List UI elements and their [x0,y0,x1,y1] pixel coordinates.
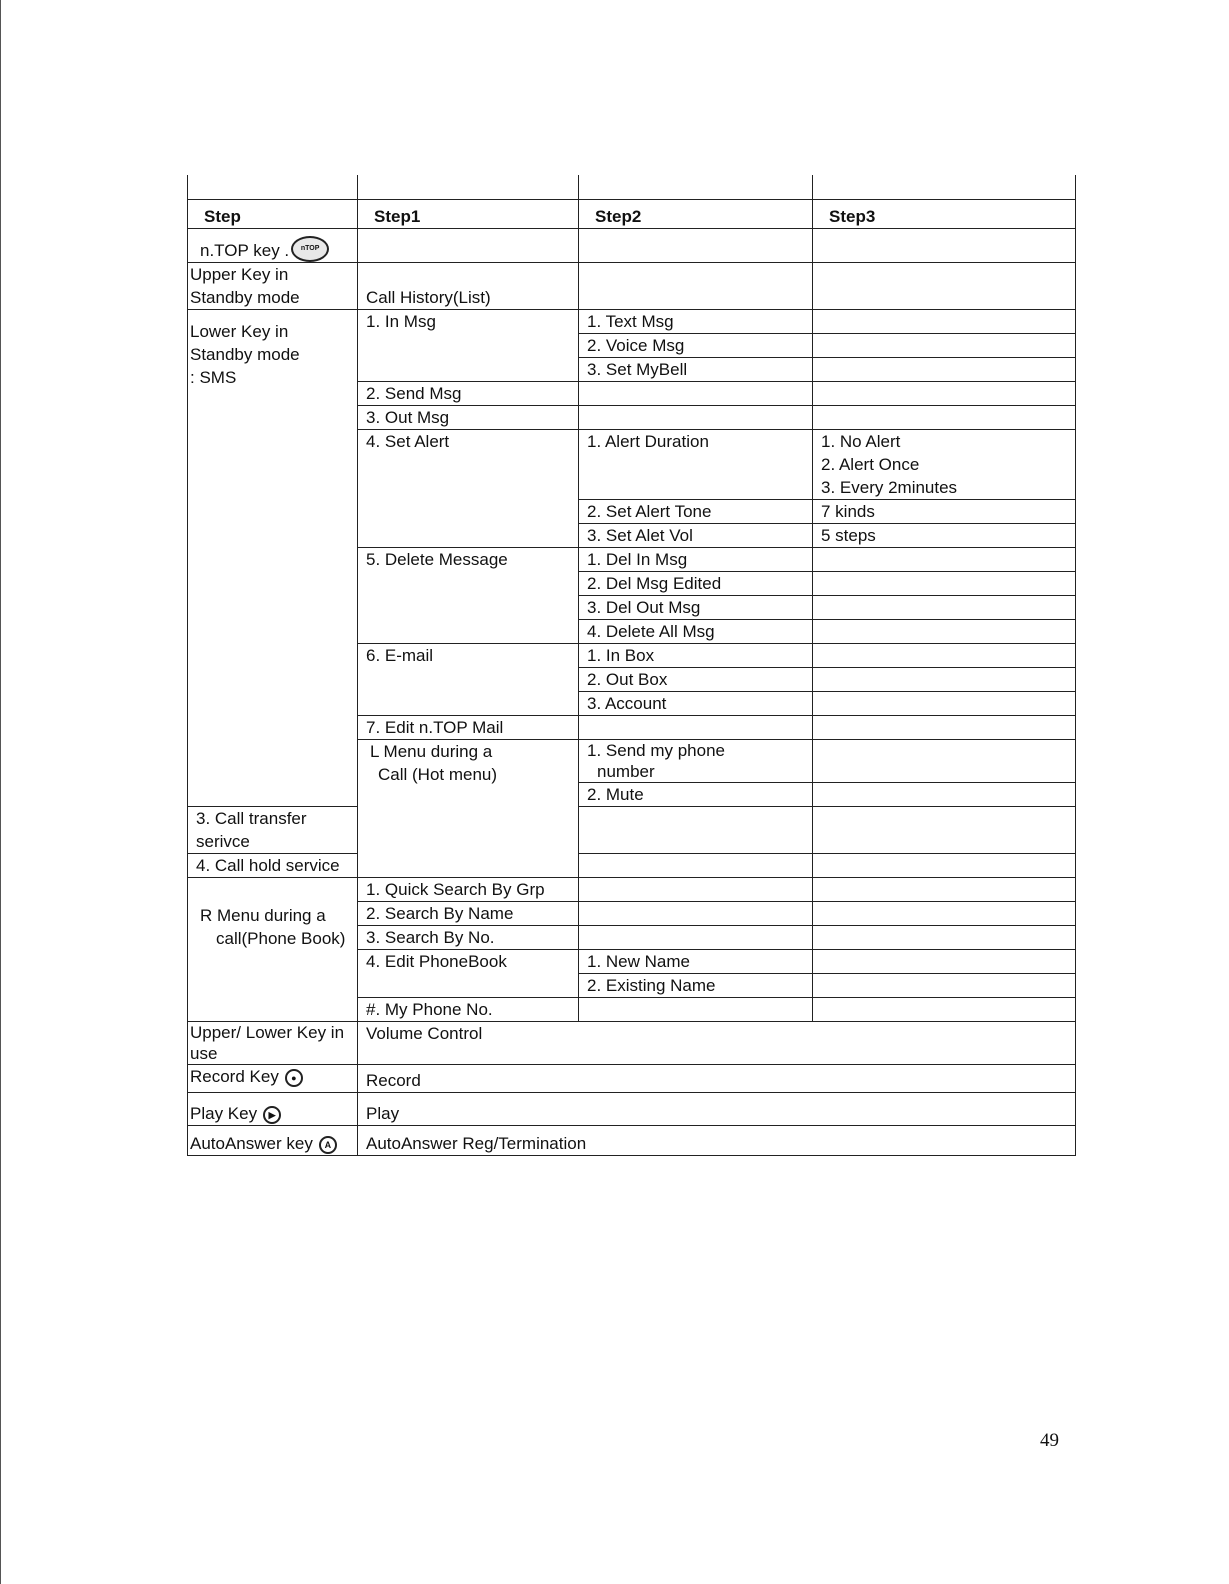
header-step3: Step3 [813,200,1076,229]
edit-phonebook-cell: 4. Edit PhoneBook [358,950,579,998]
in-box-cell: 1. In Box [579,644,813,668]
table-row-record [188,1065,1076,1093]
page-number: 49 [1040,1430,1059,1451]
header-step1: Step1 [358,200,579,229]
set-mybell-cell: 3. Set MyBell [579,358,813,382]
alert-vol-steps-cell: 5 steps [813,524,1076,548]
email-cell: 6. E-mail [358,644,579,716]
voice-msg-cell: 2. Voice Msg [579,334,813,358]
send-phone-label-2: number [597,762,655,781]
ntop-key-cell [188,229,358,263]
r-menu-label-1: R Menu during a [200,906,326,925]
set-alert-tone-cell: 2. Set Alert Tone [579,500,813,524]
no-alert-option: 1. No Alert [821,432,901,451]
call-hold-cell: 4. Call hold service [188,854,358,878]
out-box-cell: 2. Out Box [579,668,813,692]
menu-tree-table [187,175,1076,1156]
upper-key-cell [188,263,358,310]
table-row [188,878,1076,902]
play-key-label: Play Key [190,1104,258,1123]
autoanswer-cell: AutoAnswer Reg/Termination [358,1126,1076,1156]
volume-control-cell: Volume Control [358,1022,1076,1065]
r-menu-label-2: call(Phone Book) [216,929,346,948]
delete-all-msg-cell: 4. Delete All Msg [579,620,813,644]
page-edge-line [0,0,1,1584]
every-2minutes-option: 3. Every 2minutes [821,478,958,497]
quick-search-cell: 1. Quick Search By Grp [358,878,579,902]
new-name-cell: 1. New Name [579,950,813,974]
table-row-upper-key [188,263,1076,310]
alert-duration-options-cell [813,430,1076,500]
record-cell: Record [358,1065,1076,1093]
call-history-cell: Call History(List) [358,263,579,310]
table-row [188,807,1076,854]
account-cell: 3. Account [579,692,813,716]
play-key-icon: ▶ [263,1106,281,1124]
autoanswer-key-icon: A [319,1136,337,1154]
existing-name-cell: 2. Existing Name [579,974,813,998]
edit-ntop-mail-cell: 7. Edit n.TOP Mail [358,716,579,740]
alert-once-option: 2. Alert Once [821,455,920,474]
lower-key-cell [188,310,358,807]
ntop-key-label: n.TOP key . [200,241,290,260]
text-msg-cell: 1. Text Msg [579,310,813,334]
alert-duration-cell: 1. Alert Duration [579,430,813,500]
play-key-cell [188,1093,358,1126]
send-phone-label-1: 1. Send my phone [587,741,725,760]
table-row [188,854,1076,878]
header-step: Step [188,200,358,229]
r-menu-cell [188,878,358,1022]
record-key-cell [188,1065,358,1093]
send-msg-cell: 2. Send Msg [358,382,579,406]
send-phone-number-cell [579,740,813,783]
l-menu-label-2: Call (Hot menu) [378,765,498,784]
alert-tone-kinds-cell: 7 kinds [813,500,1076,524]
table-row-autoanswer [188,1126,1076,1156]
upper-key-label-2: Standby mode [190,288,300,307]
table-header-row [188,200,1076,229]
record-key-label: Record Key [190,1067,279,1086]
autoanswer-key-label: AutoAnswer key [190,1134,313,1153]
out-msg-cell: 3. Out Msg [358,406,579,430]
ntop-key-icon: nTOP [291,236,329,262]
l-menu-label-1: L Menu during a [370,742,493,761]
search-no-cell: 3. Search By No. [358,926,579,950]
autoanswer-key-cell [188,1126,358,1156]
volume-key-label-1: Upper/ Lower Key in [190,1023,345,1042]
del-in-msg-cell: 1. Del In Msg [579,548,813,572]
my-phone-no-cell: #. My Phone No. [358,998,579,1022]
lower-key-label-2: Standby mode [190,345,300,364]
delete-message-cell: 5. Delete Message [358,548,579,644]
upper-key-label-1: Upper Key in [190,265,289,284]
del-out-msg-cell: 3. Del Out Msg [579,596,813,620]
record-key-icon: ● [285,1069,303,1087]
table-row-play [188,1093,1076,1126]
table-spacer-row [188,175,1076,200]
mute-cell: 2. Mute [579,783,813,807]
search-name-cell: 2. Search By Name [358,902,579,926]
table-row-ntop [188,229,1076,263]
l-menu-cell [358,740,579,878]
set-alert-cell: 4. Set Alert [358,430,579,548]
lower-key-label-1: Lower Key in [190,322,289,341]
lower-key-label-3: : SMS [190,368,237,387]
call-transfer-cell: 3. Call transfer serivce [188,807,358,854]
volume-key-label-2: use [190,1044,218,1063]
del-msg-edited-cell: 2. Del Msg Edited [579,572,813,596]
header-step2: Step2 [579,200,813,229]
in-msg-cell: 1. In Msg [358,310,579,382]
set-alert-vol-cell: 3. Set Alet Vol [579,524,813,548]
play-cell: Play [358,1093,1076,1126]
volume-key-cell [188,1022,358,1065]
table-row-volume [188,1022,1076,1065]
table-row [188,310,1076,334]
